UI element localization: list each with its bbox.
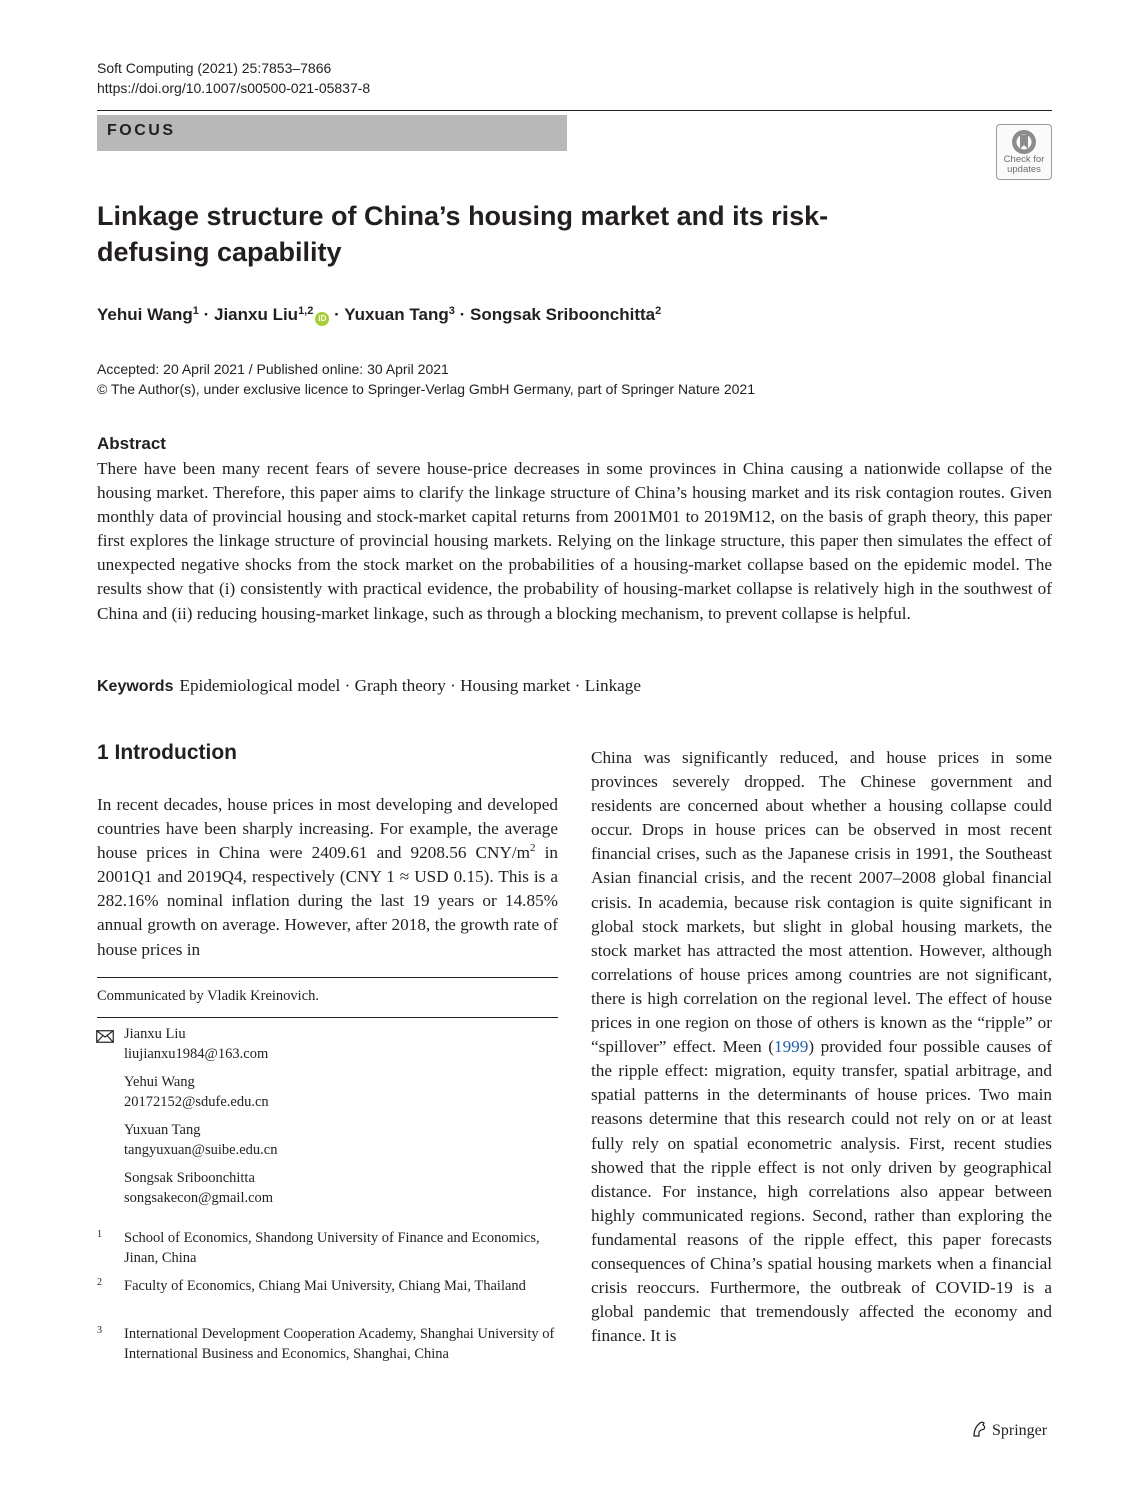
keywords-list: Epidemiological model · Graph theory · Housing market · Linkage (179, 676, 642, 695)
contact-email[interactable]: tangyuxuan@suibe.edu.cn (124, 1141, 278, 1158)
section-label: FOCUS (107, 122, 176, 139)
author-list (97, 298, 661, 328)
intro-text-part: in 2001Q1 and 2019Q4, respectively (CNY 1 ≈ USD 0.15). This is a 282.16% nominal inflation during the last 19 years or 14.85% annual growth on average. However, after 2018, the growth rate of house prices in (97, 843, 558, 959)
author-separator: · (203, 305, 210, 324)
footnote-rule (97, 977, 558, 978)
contact-entry (124, 1073, 277, 1112)
contact-email[interactable]: songsakecon@gmail.com (124, 1189, 274, 1206)
paper-title: Linkage structure of China’s housing market and its risk-defusing capability (97, 201, 829, 267)
doi-link[interactable]: https://doi.org/10.1007/s00500-021-05837-8 (97, 80, 371, 96)
affiliation-number: 3 (97, 1325, 102, 1336)
abstract-text: There have been many recent fears of severe house-price decreases in some provinces in China causing a nationwide collapse of the housing market. Therefore, this paper aims to clarify the linkage structure of China’s housing market and its risk contagion routes. Given monthly data of provincial housing and stock-market capital returns from 2001M01 to 2019M12, on the basis of graph theory, this paper first explores the linkage structure of provincial housing markets. Relying on the linkage structure, this paper then simulates the effect of unexpected negative shocks from the stock market on the probabilities of a housing-market collapse based on the epidemic model. The results show that (i) consistently with practical evidence, the probability of housing-market collapse is relatively high in the southwest of China and (ii) reducing housing-market linkage, such as through a blocking mechanism, to prevent collapse is helpful. (97, 459, 1052, 623)
affiliation-1 (97, 1229, 558, 1268)
introduction-right-column (591, 746, 1052, 1348)
author-affiliation-mark: 1,2 (298, 305, 314, 317)
footnote-rule (97, 1017, 558, 1018)
affiliation-text: School of Economics, Shandong University of Finance and Economics, Jinan, China (124, 1230, 540, 1266)
section-band (97, 115, 567, 151)
contact-name: Jianxu Liu (124, 1026, 186, 1042)
affiliation-text: International Development Cooperation Academy, Shanghai University of International Business and Economics, Shanghai, China (124, 1326, 555, 1362)
keywords (97, 674, 1052, 699)
contact-entry (124, 1121, 277, 1160)
publication-dates (97, 359, 755, 399)
affiliation-text: Faculty of Economics, Chiang Mai University, Chiang Mai, Thailand (124, 1278, 526, 1294)
journal-info (97, 58, 370, 98)
author-affiliation-mark: 3 (448, 305, 455, 317)
abstract-heading: Abstract (97, 434, 166, 453)
check-updates-line2: updates (1007, 164, 1041, 175)
check-updates-icon (1011, 129, 1037, 155)
contact-email[interactable]: liujianxu1984@163.com (124, 1045, 269, 1062)
top-rule (97, 110, 1052, 111)
superscript: 2 (529, 842, 536, 855)
affiliation-number: 1 (97, 1229, 102, 1240)
contact-list (124, 1025, 277, 1217)
publisher-logo (970, 1420, 1047, 1441)
intro-text-part: ) provided four possible causes of the ripple effect: migration, equity transfer, spatial arbitrage, and spatial patterns in the determinants of house prices. Two main reasons determine that this research could not rely on or at least fully rely on spatial econometric analysis. First, recent studies showed that the ripple effect is not only driven by geographical distance. For instance, high correlations also appear between highly communicated regions. Second, rather than exploring the fundamental reasons of the ripple effect, this paper forecasts consequences of China’s spatial housing markets when a financial crisis reoccurs. Furthermore, the outbreak of COVID-19 is a global pandemic that tremendously affected the economy and finance. It is (591, 1037, 1052, 1346)
check-updates-line1: Check for (1003, 154, 1045, 165)
journal-citation: Soft Computing (2021) 25:7853–7866 (97, 60, 332, 76)
contact-name: Songsak Sriboonchitta (124, 1170, 255, 1186)
author-separator: · (459, 305, 466, 324)
contact-name: Yehui Wang (124, 1074, 195, 1090)
copyright-notice: © The Author(s), under exclusive licence to Springer-Verlag GmbH Germany, part of Springer Nature 2021 (97, 381, 755, 397)
affiliation-3 (97, 1325, 558, 1364)
section-heading-introduction: 1 Introduction (97, 741, 237, 764)
orcid-icon[interactable]: iD (315, 312, 329, 326)
author-affiliation-mark: 2 (655, 305, 662, 317)
intro-text-part: In recent decades, house prices in most developing and developed countries have been sharply increasing. For example, the average house prices in China were 2409.61 and 9208.56 CNY/m (97, 795, 558, 863)
check-for-updates-badge[interactable] (996, 124, 1052, 180)
keywords-label: Keywords (97, 678, 174, 695)
publisher-name: Springer (992, 1422, 1048, 1439)
contact-entry (124, 1169, 277, 1208)
author-name: Songsak Sriboonchitta (470, 305, 656, 324)
author-affiliation-mark: 1 (192, 305, 199, 317)
author-name: Yehui Wang (97, 305, 193, 324)
introduction-left-column (97, 793, 558, 962)
envelope-icon (96, 1030, 114, 1043)
communicated-by: Communicated by Vladik Kreinovich. (97, 988, 320, 1004)
affiliation-number: 2 (97, 1277, 102, 1288)
springer-horse-icon (970, 1420, 988, 1438)
author-separator: · (334, 305, 340, 324)
author-name: Yuxuan Tang (344, 305, 449, 324)
contact-name: Yuxuan Tang (124, 1122, 201, 1138)
affiliation-2 (97, 1277, 558, 1297)
accepted-published-dates: Accepted: 20 April 2021 / Published online: 30 April 2021 (97, 361, 449, 377)
citation-link[interactable]: 1999 (773, 1037, 809, 1057)
author-name: Jianxu Liu (213, 305, 299, 324)
contact-email[interactable]: 20172152@sdufe.edu.cn (124, 1093, 269, 1110)
contact-entry (124, 1025, 277, 1064)
intro-text-part: China was significantly reduced, and house prices in some provinces severely dropped. The Chinese government and residents are concerned about whether a housing collapse could occur. Drops in house prices can be observed in most recent financial crises, such as the Japanese crisis in 1991, the Southeast Asian financial crisis, and the recent 2007–2008 global financial crisis. In academia, because risk contagion is quite significant in global stock markets, but slight in global housing markets, the stock market has attracted the most attention. However, although correlations of house prices among countries are not significant, there is high correlation on the regional level. The effect of house prices in one region on those of others is known as the “ripple” or “spillover” effect. Meen ( (591, 748, 1052, 1057)
